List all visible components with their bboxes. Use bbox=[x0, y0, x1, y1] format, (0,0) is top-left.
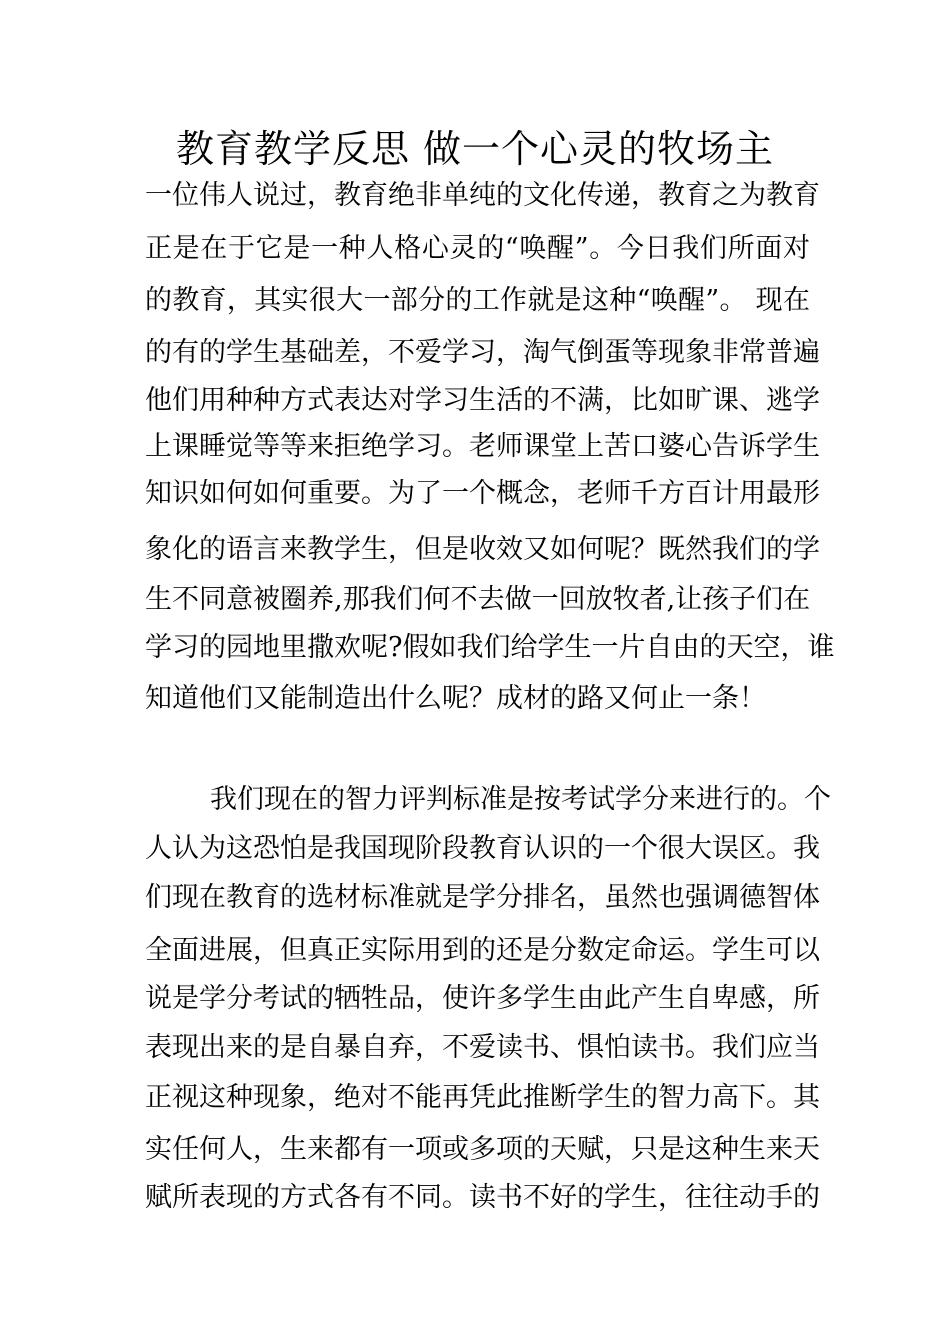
text-line: 们现在教育的选材标准就是学分排名，虽然也强调德智体 bbox=[145, 882, 820, 913]
text-line: 的教育，其实很大一部分的工作就是这种“唤醒”。 现在 bbox=[145, 285, 810, 316]
text-line: 全面进展，但真正实际用到的还是分数定命运。学生可以 bbox=[145, 935, 820, 966]
text-line: 实任何人，生来都有一项或多项的天赋，只是这种生来天 bbox=[145, 1134, 820, 1165]
text-line: 正是在于它是一种人格心灵的“唤醒”。今日我们所面对 bbox=[145, 233, 810, 264]
text-line: 象化的语言来教学生，但是收效又如何呢？既然我们的学 bbox=[145, 534, 820, 565]
text-line: 知识如何如何重要。为了一个概念，老师千方百计用最形 bbox=[145, 478, 820, 509]
text-line: 我们现在的智力评判标准是按考试学分来进行的。个 bbox=[210, 784, 831, 815]
text-line: 知道他们又能制造出什么呢？成材的路又何止一条！ bbox=[145, 683, 766, 714]
text-line: 他们用种种方式表达对学习生活的不满，比如旷课、逃学 bbox=[145, 385, 820, 416]
text-line: 的有的学生基础差，不爱学习，淘气倒蛋等现象非常普遍 bbox=[145, 337, 820, 368]
text-line: 人认为这恐怕是我国现阶段教育认识的一个很大误区。我 bbox=[145, 833, 820, 864]
text-line: 学习的园地里撒欢呢?假如我们给学生一片自由的天空，谁 bbox=[145, 632, 835, 663]
text-line: 表现出来的是自暴自弃，不爱读书、惧怕读书。我们应当 bbox=[145, 1032, 820, 1063]
text-line: 生不同意被圈养,那我们何不去做一回放牧者,让孩子们在 bbox=[145, 584, 811, 615]
text-line: 正视这种现象，绝对不能再凭此推断学生的智力高下。其 bbox=[145, 1082, 820, 1113]
text-line: 一位伟人说过，教育绝非单纯的文化传递，教育之为教育 bbox=[145, 180, 820, 211]
document-title: 教育教学反思 做一个心灵的牧场主 bbox=[175, 127, 775, 171]
text-line: 赋所表现的方式各有不同。读书不好的学生，往往动手的 bbox=[145, 1182, 820, 1213]
text-line: 说是学分考试的牺牲品，使许多学生由此产生自卑感，所 bbox=[145, 983, 820, 1014]
text-line: 上课睡觉等等来拒绝学习。老师课堂上苦口婆心告诉学生 bbox=[145, 431, 820, 462]
